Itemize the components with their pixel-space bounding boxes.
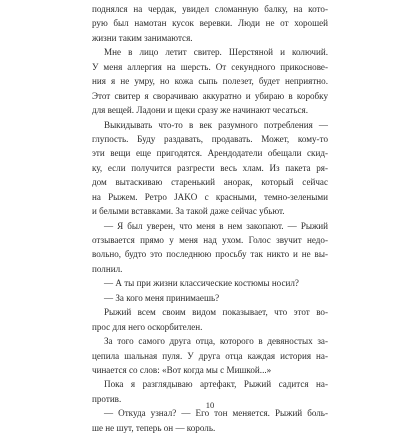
text-line: Мне в лицо летит свитер. Шерстяной и колючий. (104, 47, 328, 58)
text-line: чинается со слов: «Вот когда мы с Мишкой...» (92, 364, 272, 375)
page-number: 10 (205, 400, 215, 410)
text-line: ше не шут, теперь он — король. (92, 422, 216, 433)
text-line: жизни таким занимаются. (92, 32, 193, 43)
body-text (92, 2, 328, 435)
text-line: глупость. Буду раздавать, продавать. Может, кому-то (92, 133, 328, 144)
text-line: против. (92, 393, 122, 404)
text-line: — За кого меня принимаешь? (104, 292, 220, 303)
text-line: эти вещи еще пригодятся. Арендодатели обещали скид- (92, 148, 328, 159)
text-line: Этот свитер я сворачиваю аккуратно и убираю в коробку (92, 90, 328, 101)
text-line: рую был намотан кусок веревки. Люди не от хорошей (92, 18, 328, 29)
text-line: для вещей. Ладони и щеки сразу же начинают чесаться. (92, 105, 308, 116)
text-line: отзывается прямо у меня над ухом. Голос звучит недо- (92, 235, 328, 245)
text-line: на Рыжем. Ретро JAKO с красными, темно-зелеными (92, 191, 328, 202)
text-line: Пока я разглядываю артефакт, Рыжий садится на- (104, 379, 328, 390)
text-line: вольно, будто это последнюю просьбу так никто и не вы- (92, 249, 328, 260)
text-line: — А ты при жизни классические костюмы носил? (104, 278, 299, 289)
text-line: У меня аллергия на шерсть. От секундного прикоснове- (92, 61, 328, 72)
text-line: цепила шальная пуля. У друга отца каждая история на- (92, 350, 328, 361)
text-line: — Откуда узнал? — Его тон меняется. Рыжий боль- (104, 408, 328, 419)
text-line: — Я был уверен, что меня в нем закопают. — Рыжий (104, 220, 328, 231)
text-line: ния я не умру, но кожа сыпь полезет, будет неприятно. (92, 76, 328, 87)
text-line: полнил. (92, 263, 123, 274)
text-line: За того самого друга отца, которого в девяностых за- (104, 336, 328, 347)
text-line: Выкидывать что-то в век разумного потребления — (104, 119, 328, 130)
text-line: поднялся на чердак, увидел сломанную балку, на кото- (92, 4, 328, 14)
text-line: прос для него оскорбителен. (92, 321, 203, 332)
text-line: и белыми вставками. За такой даже сейчас убьют. (92, 206, 285, 217)
text-line: Рыжий всем своим видом показывает, что этот во- (104, 307, 328, 318)
text-line: дом вытаскиваю старенький анорак, который сейчас (92, 177, 328, 188)
text-line: ку, если получится разгрести весь хлам. Из пакета ря- (92, 162, 328, 173)
